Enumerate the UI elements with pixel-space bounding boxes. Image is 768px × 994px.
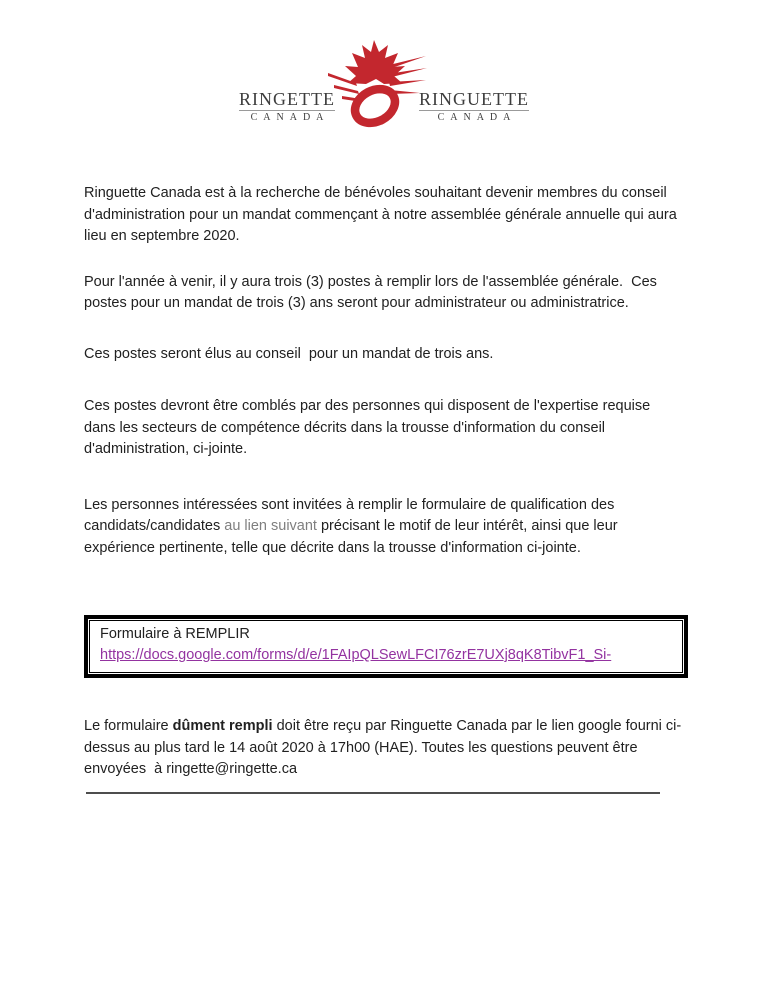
- letter-body: [84, 183, 684, 794]
- paragraph-expertise: Ces postes devront être comblés par des personnes qui disposent de l'expertise requise dans les secteurs de compétence décrits dans la trousse d'information du conseil d'administration, ci-jointe.: [84, 398, 655, 457]
- maple-leaf-ring-icon: [327, 38, 427, 130]
- ringette-canada-logo: [0, 38, 768, 126]
- paragraph-invitation: [84, 495, 684, 560]
- google-form-link[interactable]: https://docs.google.com/forms/d/e/1FAIpQLSewLFCI76zrE7UXj8qK8TibvF1_Si-: [100, 647, 612, 663]
- logo-right-subtitle: CANADA: [437, 112, 517, 123]
- paragraph-term: Ces postes seront élus au conseil pour un mandat de trois ans.: [84, 345, 494, 362]
- paragraph-deadline: [84, 716, 684, 781]
- invitation-text-end: précisant le motif de leur intérêt, ainsi que leur expérience pertinente, telle que décrite dans la trousse d'information ci-jointe.: [84, 518, 622, 556]
- logo-right-title: RINGUETTE: [419, 89, 529, 109]
- form-box-label: Formulaire à REMPLIR: [100, 626, 250, 642]
- bottom-divider: [86, 792, 660, 794]
- deadline-bold-phrase: dûment rempli: [172, 718, 273, 734]
- logo-left-subtitle: CANADA: [250, 112, 330, 123]
- invitation-text-start: Les personnes intéressées sont invitées à remplir le formulaire de qualification des candidats/candidates: [84, 496, 619, 534]
- form-box: [84, 615, 688, 678]
- deadline-text-end: doit être reçu par Ringuette Canada par le lien google fourni ci-dessus au plus tard le 14 août 2020 à 17h00 (HAE). Toutes les questions peuvent être envoyées à ringette@ringette.ca: [84, 718, 682, 777]
- logo-left-wordmark: [239, 90, 335, 126]
- paragraph-positions: Pour l'année à venir, il y aura trois (3) postes à remplir lors de l'assemblée générale. Ces postes pour un mandat de trois (3) ans seront pour administrateur ou administratrice.: [84, 273, 661, 311]
- form-box-inner: [89, 620, 683, 673]
- logo-left-rule: [239, 110, 335, 111]
- logo-left-title: RINGETTE: [239, 89, 335, 109]
- logo-right-wordmark: [419, 90, 529, 126]
- deadline-text-start: Le formulaire: [84, 718, 173, 734]
- paragraph-intro: Ringuette Canada est à la recherche de bénévoles souhaitant devenir membres du conseil d'administration pour un mandat commençant à notre assemblée générale annuelle qui aura lieu en septembre 2020.: [84, 185, 681, 244]
- logo-right-rule: [419, 110, 529, 111]
- invitation-link-phrase: au lien suivant: [224, 518, 317, 534]
